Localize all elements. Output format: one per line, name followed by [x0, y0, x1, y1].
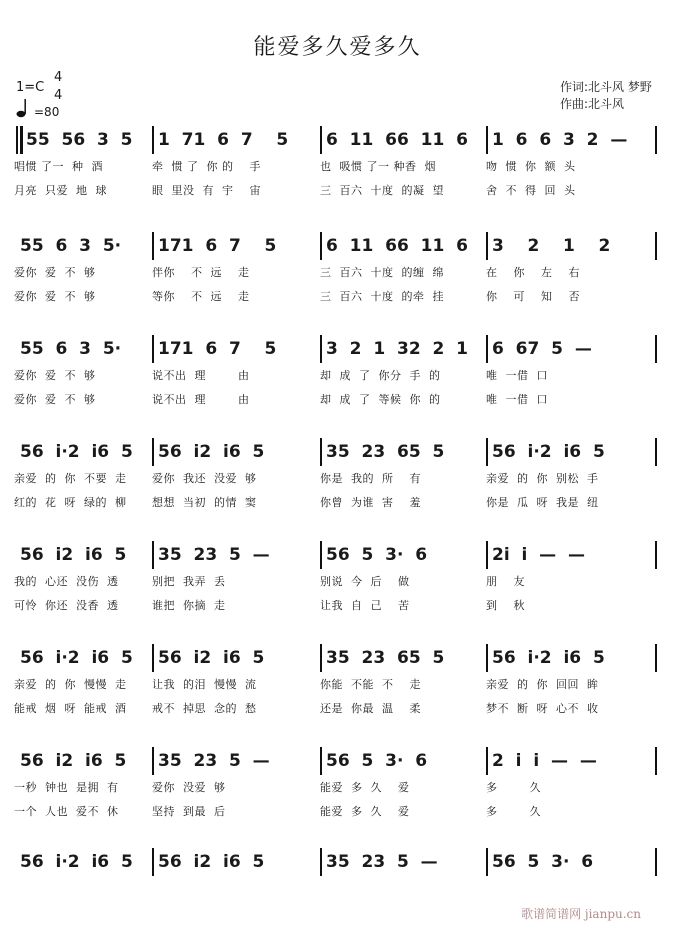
lyric-verse-1: 唱惯 了一 种 酒: [14, 160, 103, 173]
lyric-verse-2: 唯 一借 口: [486, 393, 548, 406]
lyricist-credit: 作词:北斗风 梦野: [560, 80, 652, 94]
barline: [320, 126, 322, 154]
lyric-verse-2: 梦不 断 呀 心不 收: [486, 702, 599, 715]
time-signature-top: 4: [54, 70, 63, 85]
lyric-verse-1: 牵 惯 了 你 的 手: [152, 160, 261, 173]
lyric-verse-1: 爱你 我还 没爱 够: [152, 472, 257, 485]
barline: [486, 541, 488, 569]
start-barline-thick: [20, 126, 23, 154]
measure-notes: 55 6 3 5·: [20, 339, 122, 359]
barline: [320, 438, 322, 466]
barline: [486, 747, 488, 775]
lyric-verse-2: 谁把 你摘 走: [152, 599, 226, 612]
lyric-verse-1: 亲爱 的 你 回回 眸: [486, 678, 599, 691]
song-title: 能爱多久爱多久: [253, 35, 422, 60]
lyric-verse-1: 爱你 没爱 够: [152, 781, 226, 794]
lyric-verse-2: 眼 里没 有 宇 宙: [152, 184, 261, 197]
barline: [320, 335, 322, 363]
lyric-verse-1: 我的 心还 没伤 透: [14, 575, 119, 588]
measure-notes: 56 i·2 i6 5: [492, 648, 605, 668]
lyric-verse-2: 一个 人也 爱不 休: [14, 805, 119, 818]
lyric-verse-2: 红的 花 呀 绿的 柳: [14, 496, 127, 509]
time-signature-bottom: 4: [54, 88, 63, 103]
measure-notes: 6 11 66 11 6: [326, 236, 468, 256]
measure-notes: 56 i·2 i6 5: [20, 648, 133, 668]
lyric-verse-1: 三 百六 十度 的缠 绵: [320, 266, 444, 279]
lyric-verse-1: 唯 一借 口: [486, 369, 548, 382]
measure-notes: 56 i2 i6 5: [158, 852, 265, 872]
measure-notes: 3 2 1 2: [492, 236, 611, 256]
composer-credit: 作曲:北斗风: [560, 97, 625, 111]
lyric-verse-2: 能爱 多 久 爱: [320, 805, 410, 818]
measure-notes: 35 23 5 —: [326, 852, 438, 872]
tempo-marking: =80: [34, 105, 60, 119]
lyric-verse-2: 舍 不 得 回 头: [486, 184, 576, 197]
key-signature: 1=C: [16, 80, 45, 95]
lyric-verse-1: 亲爱 的 你 别松 手: [486, 472, 599, 485]
start-barline: [16, 126, 18, 154]
lyric-verse-1: 爱你 爱 不 够: [14, 369, 96, 382]
measure-notes: 35 23 5 —: [158, 751, 270, 771]
lyric-verse-1: 却 成 了 你分 手 的: [320, 369, 441, 382]
lyric-verse-1: 在 你 左 右: [486, 266, 580, 279]
lyric-verse-1: 伴你 不 远 走: [152, 266, 250, 279]
lyric-verse-2: 可怜 你还 没香 透: [14, 599, 119, 612]
measure-notes: 1 6 6 3 2 —: [492, 130, 628, 150]
lyric-verse-1: 你能 不能 不 走: [320, 678, 421, 691]
measure-notes: 35 23 5 —: [158, 545, 270, 565]
lyric-verse-1: 亲爱 的 你 不要 走: [14, 472, 127, 485]
lyric-verse-2: 却 成 了 等候 你 的: [320, 393, 441, 406]
barline: [152, 232, 154, 260]
lyric-verse-2: 让我 自 己 苦: [320, 599, 410, 612]
barline: [486, 644, 488, 672]
lyric-verse-1: 能爱 多 久 爱: [320, 781, 410, 794]
measure-notes: 6 11 66 11 6: [326, 130, 468, 150]
measure-notes: 3 2 1 32 2 1: [326, 339, 468, 359]
lyric-verse-2: 还是 你最 温 柔: [320, 702, 421, 715]
barline: [655, 335, 657, 363]
measure-notes: 171 6 7 5: [158, 236, 277, 256]
measure-notes: 56 i2 i6 5: [158, 442, 265, 462]
barline: [486, 335, 488, 363]
lyric-verse-2: 说不出 理 由: [152, 393, 250, 406]
measure-notes: 56 i·2 i6 5: [492, 442, 605, 462]
measure-notes: 56 i·2 i6 5: [20, 442, 133, 462]
lyric-verse-1: 让我 的泪 慢慢 流: [152, 678, 257, 691]
barline: [320, 232, 322, 260]
lyric-verse-2: 多 久: [486, 805, 541, 818]
lyric-verse-2: 等你 不 远 走: [152, 290, 250, 303]
lyric-verse-1: 吻 惯 你 额 头: [486, 160, 576, 173]
measure-notes: 55 56 3 5: [26, 130, 133, 150]
measure-notes: 56 5 3· 6: [326, 751, 428, 771]
barline: [320, 541, 322, 569]
measure-notes: 2i i — —: [492, 545, 585, 565]
measure-notes: 56 5 3· 6: [492, 852, 594, 872]
lyric-verse-1: 别把 我弄 丢: [152, 575, 226, 588]
measure-notes: 56 5 3· 6: [326, 545, 428, 565]
barline: [655, 232, 657, 260]
lyric-verse-1: 亲爱 的 你 慢慢 走: [14, 678, 127, 691]
barline: [486, 126, 488, 154]
measure-notes: 55 6 3 5·: [20, 236, 122, 256]
barline: [655, 848, 657, 876]
barline: [486, 438, 488, 466]
barline: [655, 126, 657, 154]
lyric-verse-2: 你 可 知 否: [486, 290, 580, 303]
lyric-verse-2: 爱你 爱 不 够: [14, 290, 96, 303]
barline: [655, 541, 657, 569]
barline: [320, 644, 322, 672]
lyric-verse-1: 多 久: [486, 781, 541, 794]
measure-notes: 1 71 6 7 5: [158, 130, 289, 150]
lyric-verse-1: 别说 今 后 做: [320, 575, 410, 588]
lyric-verse-2: 三 百六 十度 的凝 望: [320, 184, 444, 197]
lyric-verse-2: 爱你 爱 不 够: [14, 393, 96, 406]
barline: [152, 335, 154, 363]
lyric-verse-1: 一秒 钟也 是拥 有: [14, 781, 119, 794]
lyric-verse-2: 能戒 烟 呀 能戒 酒: [14, 702, 127, 715]
lyric-verse-1: 爱你 爱 不 够: [14, 266, 96, 279]
lyric-verse-2: 坚持 到最 后: [152, 805, 226, 818]
measure-notes: 56 i2 i6 5: [20, 751, 127, 771]
lyric-verse-1: 你是 我的 所 有: [320, 472, 421, 485]
barline: [320, 747, 322, 775]
lyric-verse-2: 你曾 为谁 害 羞: [320, 496, 421, 509]
measure-notes: 56 i2 i6 5: [158, 648, 265, 668]
barline: [152, 438, 154, 466]
measure-notes: 6 67 5 —: [492, 339, 592, 359]
barline: [486, 848, 488, 876]
lyric-verse-2: 三 百六 十度 的牵 挂: [320, 290, 444, 303]
barline: [486, 232, 488, 260]
barline: [152, 747, 154, 775]
barline: [655, 644, 657, 672]
lyric-verse-1: 朋 友: [486, 575, 525, 588]
measure-notes: 35 23 65 5: [326, 442, 445, 462]
lyric-verse-2: 月亮 只爱 地 球: [14, 184, 107, 197]
lyric-verse-1: 说不出 理 由: [152, 369, 250, 382]
measure-notes: 35 23 65 5: [326, 648, 445, 668]
lyric-verse-1: 也 吸惯 了一 种香 烟: [320, 160, 436, 173]
barline: [152, 644, 154, 672]
measure-notes: 56 i2 i6 5: [20, 545, 127, 565]
lyric-verse-2: 想想 当初 的情 窦: [152, 496, 257, 509]
measure-notes: 2 i i — —: [492, 751, 597, 771]
barline: [152, 848, 154, 876]
lyric-verse-2: 到 秋: [486, 599, 525, 612]
barline: [152, 541, 154, 569]
measure-notes: 56 i·2 i6 5: [20, 852, 133, 872]
barline: [320, 848, 322, 876]
lyric-verse-2: 戒不 掉思 念的 愁: [152, 702, 257, 715]
quarter-note-icon: [16, 98, 30, 118]
barline: [655, 438, 657, 466]
lyric-verse-2: 你是 瓜 呀 我是 纽: [486, 496, 599, 509]
measure-notes: 171 6 7 5: [158, 339, 277, 359]
watermark: 歌谱简谱网 jianpu.cn: [521, 907, 641, 921]
barline: [655, 747, 657, 775]
